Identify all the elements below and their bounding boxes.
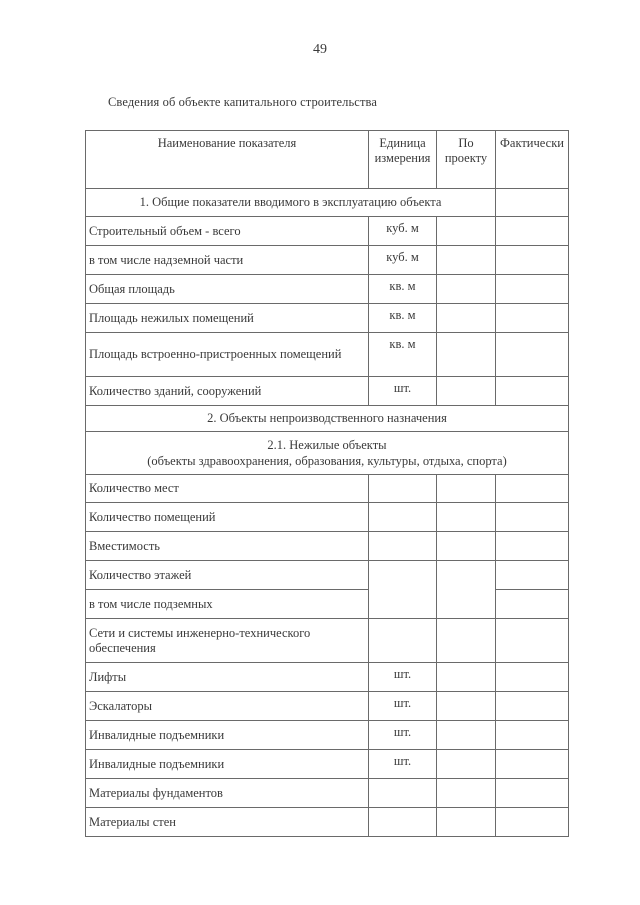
table-row bbox=[86, 503, 569, 532]
row-unit: шт. bbox=[369, 721, 437, 750]
actual-value-cell bbox=[496, 692, 569, 721]
actual-value-cell bbox=[496, 275, 569, 304]
project-value-cell bbox=[437, 532, 496, 561]
actual-value-cell bbox=[496, 475, 569, 503]
row-unit bbox=[369, 475, 437, 503]
row-unit bbox=[369, 503, 437, 532]
row-unit: шт. bbox=[369, 692, 437, 721]
actual-value-cell bbox=[496, 246, 569, 275]
table-cell bbox=[496, 189, 569, 217]
project-value-cell bbox=[437, 304, 496, 333]
actual-value-cell bbox=[496, 721, 569, 750]
project-value-cell bbox=[437, 692, 496, 721]
row-label: Инвалидные подъемники bbox=[86, 721, 369, 750]
table-row bbox=[86, 475, 569, 503]
page-number: 49 bbox=[313, 42, 327, 57]
row-label: Эскалаторы bbox=[86, 692, 369, 721]
row-unit: кв. м bbox=[369, 304, 437, 333]
row-unit: кв. м bbox=[369, 275, 437, 304]
row-unit bbox=[369, 532, 437, 561]
header-indicator: Наименование показателя bbox=[86, 131, 369, 189]
header-unit: Единица измерения bbox=[369, 131, 437, 189]
row-label: Количество этажей bbox=[86, 561, 369, 590]
project-value-cell bbox=[437, 619, 496, 663]
row-label: Материалы стен bbox=[86, 808, 369, 837]
table-row bbox=[86, 275, 569, 304]
row-label: Вместимость bbox=[86, 532, 369, 561]
table-row bbox=[86, 217, 569, 246]
project-value-cell bbox=[437, 503, 496, 532]
project-value-cell bbox=[437, 750, 496, 779]
table-row bbox=[86, 304, 569, 333]
project-value-cell bbox=[437, 217, 496, 246]
table-header-row bbox=[86, 131, 569, 189]
header-actual: Фактически bbox=[496, 131, 569, 189]
section-header-row bbox=[86, 189, 569, 217]
project-value-cell bbox=[437, 377, 496, 406]
actual-value-cell bbox=[496, 750, 569, 779]
row-unit: кв. м bbox=[369, 333, 437, 377]
table-row bbox=[86, 246, 569, 275]
actual-value-cell bbox=[496, 304, 569, 333]
row-label: Количество помещений bbox=[86, 503, 369, 532]
row-unit bbox=[369, 619, 437, 663]
actual-value-cell bbox=[496, 333, 569, 377]
actual-value-cell bbox=[496, 217, 569, 246]
row-label: Количество зданий, сооружений bbox=[86, 377, 369, 406]
row-unit bbox=[369, 779, 437, 808]
row-label: Количество мест bbox=[86, 475, 369, 503]
project-value-cell bbox=[437, 333, 496, 377]
row-label: Материалы фундаментов bbox=[86, 779, 369, 808]
table-row bbox=[86, 721, 569, 750]
row-label: Площадь встроенно-пристроенных помещений bbox=[86, 333, 369, 377]
table-row bbox=[86, 692, 569, 721]
row-unit: шт. bbox=[369, 663, 437, 692]
row-label: Строительный объем - всего bbox=[86, 217, 369, 246]
actual-value-cell bbox=[496, 590, 569, 619]
row-label: Инвалидные подъемники bbox=[86, 750, 369, 779]
actual-value-cell bbox=[496, 561, 569, 590]
actual-value-cell bbox=[496, 779, 569, 808]
table-row bbox=[86, 779, 569, 808]
row-unit bbox=[369, 808, 437, 837]
actual-value-cell bbox=[496, 503, 569, 532]
project-value-cell bbox=[437, 475, 496, 503]
row-label: Площадь нежилых помещений bbox=[86, 304, 369, 333]
row-unit: шт. bbox=[369, 377, 437, 406]
table-row bbox=[86, 532, 569, 561]
table-row bbox=[86, 750, 569, 779]
project-value-cell bbox=[437, 721, 496, 750]
table-row bbox=[86, 808, 569, 837]
subsection-2-1-note: (объекты здравоохранения, образования, культуры, отдыха, спорта) bbox=[147, 454, 507, 468]
actual-value-cell bbox=[496, 663, 569, 692]
table-row bbox=[86, 663, 569, 692]
project-value-cell bbox=[437, 275, 496, 304]
actual-value-cell bbox=[496, 808, 569, 837]
header-project: По проекту bbox=[437, 131, 496, 189]
row-unit bbox=[369, 561, 437, 619]
subsection-2-1-header bbox=[86, 432, 569, 475]
section-header-row bbox=[86, 406, 569, 432]
actual-value-cell bbox=[496, 619, 569, 663]
document-title: Сведения об объекте капитального строительства bbox=[108, 95, 377, 109]
row-label: Общая площадь bbox=[86, 275, 369, 304]
section-1-title: 1. Общие показатели вводимого в эксплуатацию объекта bbox=[86, 189, 496, 217]
object-info-table bbox=[85, 130, 569, 837]
project-value-cell bbox=[437, 246, 496, 275]
subsection-2-1-title: 2.1. Нежилые объекты bbox=[267, 438, 387, 452]
row-unit: шт. bbox=[369, 750, 437, 779]
subsection-header-row bbox=[86, 432, 569, 475]
table-row bbox=[86, 561, 569, 590]
project-value-cell bbox=[437, 561, 496, 619]
project-value-cell bbox=[437, 779, 496, 808]
row-label: Сети и системы инженерно-технического обеспечения bbox=[86, 619, 369, 663]
row-label: Лифты bbox=[86, 663, 369, 692]
section-2-title: 2. Объекты непроизводственного назначения bbox=[86, 406, 569, 432]
row-label: в том числе подземных bbox=[86, 590, 369, 619]
row-unit: куб. м bbox=[369, 217, 437, 246]
table-row bbox=[86, 377, 569, 406]
row-label: в том числе надземной части bbox=[86, 246, 369, 275]
project-value-cell bbox=[437, 663, 496, 692]
table-row bbox=[86, 333, 569, 377]
table-row bbox=[86, 590, 569, 619]
actual-value-cell bbox=[496, 377, 569, 406]
project-value-cell bbox=[437, 808, 496, 837]
actual-value-cell bbox=[496, 532, 569, 561]
row-unit: куб. м bbox=[369, 246, 437, 275]
table-row bbox=[86, 619, 569, 663]
